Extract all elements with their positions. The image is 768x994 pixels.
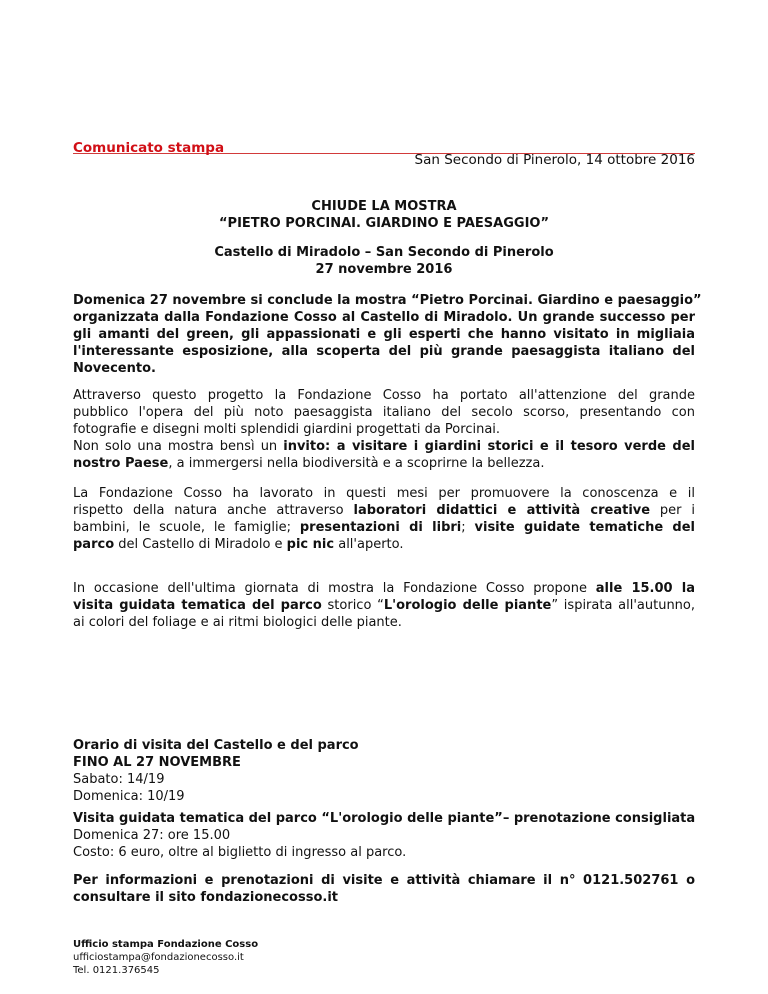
emphasis-park: parco (73, 537, 115, 552)
lead-line: organizzata dalla Fondazione Cosso al Castello di Miradolo. Un grande successo per (73, 310, 695, 325)
emphasis-tours: visite guidate tematiche del (474, 520, 695, 535)
lead-line: l'interessante esposizione, alla scoperta del più grande paesaggista italiano del (73, 344, 695, 359)
emphasis-workshops: laboratori didattici e attività creative (353, 503, 651, 518)
contact-line: consultare il sito fondazionecosso.it (73, 890, 338, 905)
body-text: all'aperto. (334, 537, 404, 552)
hours-sunday: Domenica: 10/19 (73, 789, 185, 804)
body-line (73, 580, 695, 597)
paragraph-last-day (73, 580, 695, 631)
visiting-hours (73, 737, 695, 805)
paragraph-activities (73, 485, 695, 553)
body-line (73, 502, 695, 519)
body-text: In occasione dell'ultima giornata di mostra la Fondazione Cosso propone (73, 581, 596, 596)
emphasis-books: presentazioni di libri (299, 520, 462, 535)
body-text: rispetto della natura anche attraverso (73, 503, 354, 518)
body-text: , a immergersi nella biodiversità e a scoprirne la bellezza. (168, 456, 545, 471)
paragraph-project (73, 387, 695, 472)
lead-line: Novecento. (73, 361, 156, 376)
tour-when: Domenica 27: ore 15.00 (73, 828, 231, 843)
body-line: fotografie e disegni molti splendidi giardini progettati da Porcinai. (73, 422, 501, 437)
body-text: per i (650, 503, 695, 518)
body-line (73, 597, 695, 614)
venue-date (73, 244, 695, 278)
event-date: 27 novembre 2016 (315, 262, 453, 277)
body-text: storico “ (321, 598, 384, 613)
press-office-name: Ufficio stampa Fondazione Cosso (73, 939, 259, 950)
hours-until: FINO AL 27 NOVEMBRE (73, 755, 241, 770)
hours-saturday: Sabato: 14/19 (73, 772, 165, 787)
body-line (73, 455, 695, 472)
venue: Castello di Miradolo – San Secondo di Pinerolo (214, 245, 554, 260)
emphasis-time: alle 15.00 la (595, 581, 695, 596)
headline (73, 198, 695, 232)
emphasis-invite: invito: a visitare i giardini storici e il tesoro verde del (283, 439, 695, 454)
body-text: ” ispirata all'autunno, (551, 598, 696, 613)
body-line: Attraverso questo progetto la Fondazione Cosso ha portato all'attenzione del grande (73, 388, 695, 403)
body-line: La Fondazione Cosso ha lavorato in questi mesi per promuovere la conoscenza e il (73, 486, 695, 501)
press-office-footer (73, 938, 258, 977)
emphasis-guided-tour: visita guidata tematica del parco (73, 598, 322, 613)
guided-tour-info (73, 810, 695, 861)
body-line (73, 438, 695, 455)
lead-line: Domenica 27 novembre si conclude la mostra “Pietro Porcinai. Giardino e paesaggio” (73, 293, 702, 308)
headline-line-1: CHIUDE LA MOSTRA (311, 199, 457, 214)
emphasis-picnic: pic nic (286, 537, 335, 552)
lead-line: gli amanti del green, gli appassionati e gli esperti che hanno visitato in migliaia (73, 327, 695, 342)
press-release-label: Comunicato stampa (73, 140, 225, 156)
press-office-email: ufficiostampa@fondazionecosso.it (73, 952, 244, 963)
contact-info (73, 872, 695, 906)
headline-line-2: “PIETRO PORCINAI. GIARDINO E PAESAGGIO” (219, 216, 549, 231)
body-text: ; (461, 520, 475, 535)
body-line (73, 519, 695, 536)
body-text: del Castello di Miradolo e (114, 537, 287, 552)
body-text: bambini, le scuole, le famiglie; (73, 520, 300, 535)
lead-paragraph (73, 292, 702, 377)
body-line (73, 536, 695, 553)
body-line: pubblico l'opera del più noto paesaggista italiano del secolo scorso, presentando con (73, 405, 695, 420)
dateline: San Secondo di Pinerolo, 14 ottobre 2016 (414, 152, 695, 168)
body-text: Non solo una mostra bensì un (73, 439, 284, 454)
tour-heading: Visita guidata tematica del parco “L'orologio delle piante”– prenotazione consigliata (73, 811, 696, 826)
hours-heading: Orario di visita del Castello e del parco (73, 738, 359, 753)
contact-line: Per informazioni e prenotazioni di visite e attività chiamare il n° 0121.502761 o (73, 873, 695, 888)
emphasis-tour-title: L'orologio delle piante (383, 598, 552, 613)
emphasis-country: nostro Paese (73, 456, 169, 471)
press-office-phone: Tel. 0121.376545 (73, 965, 160, 976)
tour-cost: Costo: 6 euro, oltre al biglietto di ingresso al parco. (73, 845, 407, 860)
body-line: ai colori del foliage e ai ritmi biologici delle piante. (73, 615, 402, 630)
